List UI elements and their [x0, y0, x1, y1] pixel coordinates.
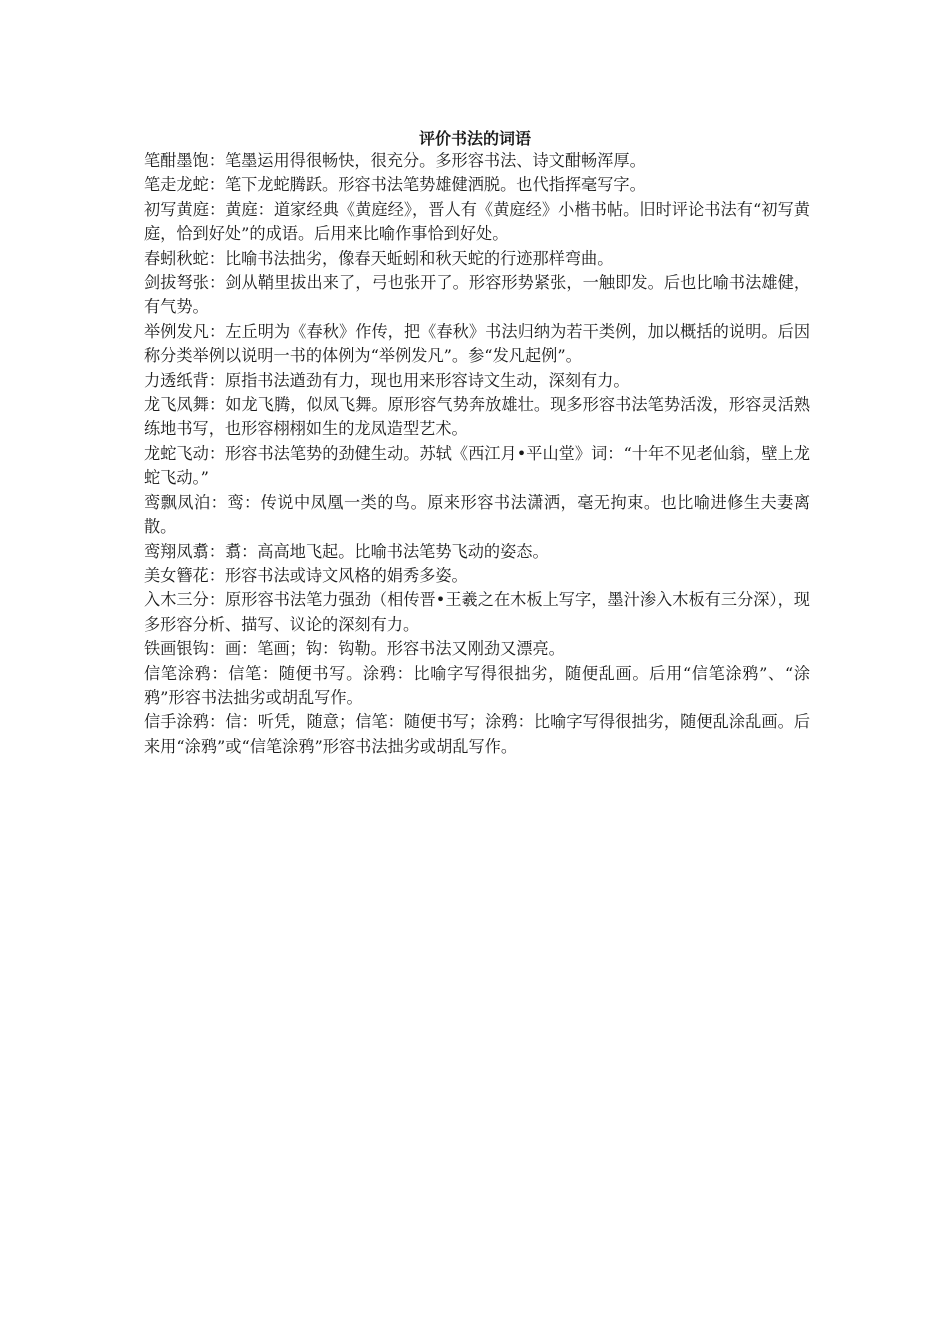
entry-definition: 翥：高高地飞起。比喻书法笔势飞动的姿态。: [224, 541, 549, 561]
entry-definition: 如龙飞腾，似凤飞舞。原形容气势奔放雄壮。现多形容书法笔势活泼，形容灵活熟练地书写，也形容栩栩如生的龙凤造型艺术。: [144, 395, 811, 439]
entry-term: 信笔涂鸦：: [144, 663, 229, 683]
entry-item: [144, 173, 810, 197]
entry-item: [144, 320, 810, 369]
entry-item: [144, 271, 810, 320]
entry-term: 春蚓秋蛇：: [144, 248, 225, 268]
entry-item: [144, 564, 810, 588]
entry-item: [144, 588, 810, 637]
entry-definition: 原指书法遒劲有力，现也用来形容诗文生动，深刻有力。: [224, 370, 630, 390]
entry-definition: 比喻书法拙劣，像春天蚯蚓和秋天蛇的行迹那样弯曲。: [224, 248, 614, 268]
entry-term: 举例发凡：: [144, 321, 226, 341]
entry-definition: 形容书法或诗文风格的娟秀多姿。: [224, 565, 468, 585]
entry-item: [144, 540, 810, 564]
entry-term: 美女簪花：: [144, 565, 225, 585]
entry-definition: 剑从鞘里拔出来了，弓也张开了。形容形势紧张，一触即发。后也比喻书法雄健，有气势。: [144, 273, 811, 317]
entry-definition: 笔下龙蛇腾跃。形容书法笔势雄健洒脱。也代指挥毫写字。: [224, 175, 646, 195]
entry-term: 笔走龙蛇：: [144, 175, 225, 195]
entry-term: 鸾翔凤翥：: [144, 541, 225, 561]
entry-item: [144, 198, 810, 247]
entry-term: 剑拔弩张：: [144, 273, 226, 293]
entry-term: 初写黄庭：: [144, 199, 226, 219]
entry-definition: 形容书法笔势的劲健生动。苏轼《西江月•平山堂》词：“十年不见老仙翁，壁上龙蛇飞动。”: [144, 443, 811, 488]
entry-definition: 黄庭：道家经典《黄庭经》，晋人有《黄庭经》小楷书帖。旧时评论书法有“初写黄庭，恰到好处”的成语。后用来比喻作事恰到好处。: [144, 199, 810, 244]
entry-item: [144, 491, 810, 540]
entry-list: [144, 149, 810, 759]
entry-item: [144, 662, 810, 711]
entry-definition: 原形容书法笔力强劲（相传晋•王羲之在木板上写字，墨汁渗入木板有三分深），现多形容分析、描写、议论的深刻有力。: [144, 590, 810, 634]
entry-definition: 左丘明为《春秋》作传，把《春秋》书法归纳为若干类例，加以概括的说明。后因称分类举例以说明一书的体例为“举例发凡”。参“发凡起例”。: [144, 321, 811, 366]
entry-definition: 笔墨运用得很畅快，很充分。多形容书法、诗文酣畅浑厚。: [224, 151, 646, 170]
entry-item: [144, 149, 810, 173]
entry-item: [144, 710, 810, 759]
entry-definition: 鸾：传说中凤凰一类的鸟。原来形容书法潇洒，毫无拘束。也比喻进修生夫妻离散。: [144, 492, 811, 537]
entry-item: [144, 247, 810, 271]
entry-definition: 画：笔画；钩：钩勒。形容书法又刚劲又漂亮。: [224, 639, 565, 659]
entry-term: 笔酣墨饱：: [144, 151, 225, 170]
entry-term: 信手涂鸦：: [144, 712, 226, 732]
entry-item: [144, 442, 810, 491]
entry-term: 入木三分：: [144, 590, 226, 610]
entry-term: 龙蛇飞动：: [144, 443, 226, 463]
entry-term: 铁画银钩：: [144, 639, 225, 659]
entry-term: 龙飞凤舞：: [144, 395, 226, 415]
entry-item: [144, 393, 810, 442]
entry-item: [144, 369, 810, 393]
entry-term: 鸾飘凤泊：: [144, 492, 228, 512]
entry-definition: 信：听凭，随意；信笔：随便书写；涂鸦：比喻字写得很拙劣，随便乱涂乱画。后来用“涂鸦”或“信笔涂鸦”形容书法拙劣或胡乱写作。: [144, 712, 811, 756]
entry-definition: 信笔：随便书写。涂鸦：比喻字写得很拙劣，随便乱画。后用“信笔涂鸦”、“涂鸦”形容书法拙劣或胡乱写作。: [144, 663, 811, 707]
entry-term: 力透纸背：: [144, 370, 225, 390]
entry-item: [144, 637, 810, 661]
document-title: 评价书法的词语: [418, 129, 531, 148]
